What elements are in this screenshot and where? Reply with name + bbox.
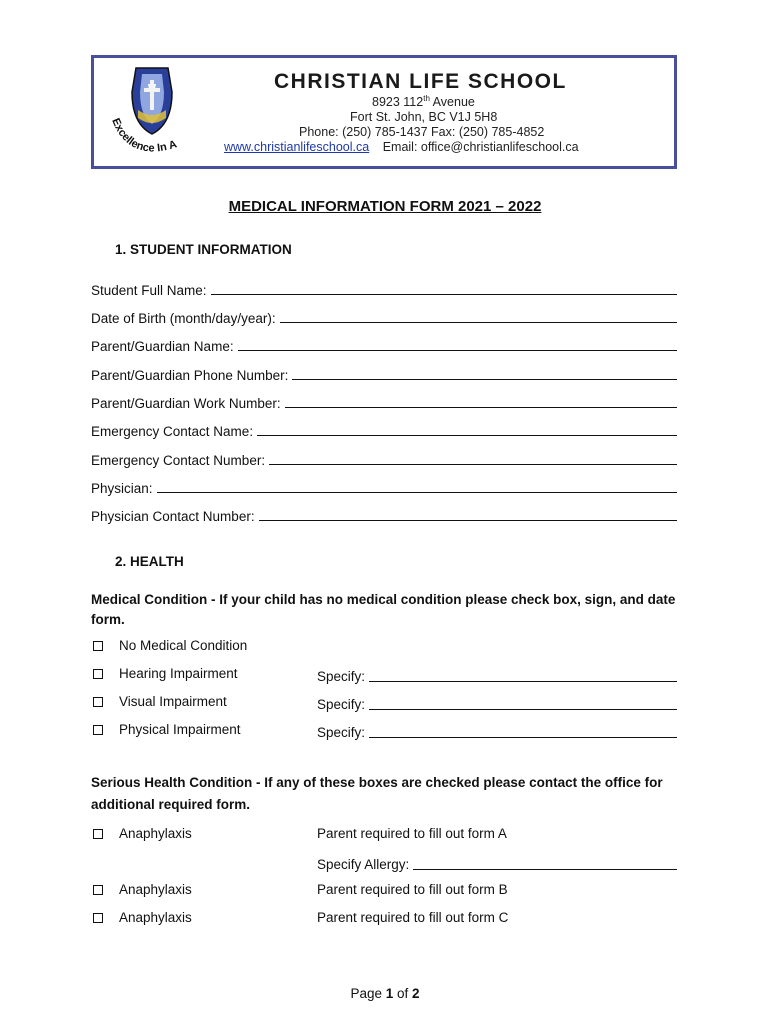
fill-line[interactable] (369, 723, 677, 738)
fill-line[interactable] (259, 506, 677, 521)
option-hearing-impairment[interactable] (91, 666, 677, 686)
section-1-heading: 1. STUDENT INFORMATION (115, 242, 292, 257)
option-no-medical-condition[interactable] (91, 638, 677, 658)
option-label: No Medical Condition (119, 638, 248, 653)
address-line-2: Fort St. John, BC V1J 5H8 (350, 110, 498, 124)
field-label: Emergency Contact Name: (91, 424, 254, 439)
option-label: Anaphylaxis (119, 826, 192, 841)
option-label: Visual Impairment (119, 694, 227, 709)
form-title: MEDICAL INFORMATION FORM 2021 – 2022 (228, 198, 542, 215)
specify-field[interactable] (317, 694, 677, 712)
option-physical-impairment[interactable] (91, 722, 677, 742)
form-note: Parent required to fill out form B (317, 882, 508, 897)
fill-line[interactable] (238, 336, 677, 351)
fill-line[interactable] (413, 855, 677, 870)
option-anaphylaxis-b[interactable] (91, 882, 677, 902)
address-line-1: 8923 112th Avenue (372, 94, 475, 110)
field-label: Parent/Guardian Work Number: (91, 396, 281, 411)
fill-line[interactable] (285, 393, 677, 408)
fill-line[interactable] (369, 695, 677, 710)
option-label: Anaphylaxis (119, 910, 192, 925)
motto-text: Excellence In A (109, 116, 179, 155)
fill-line[interactable] (292, 365, 677, 380)
field-parent-guardian-phone[interactable] (91, 363, 677, 383)
school-crest-logo (98, 62, 216, 166)
page-number: Page 1 of 2 (350, 986, 420, 1001)
school-name: CHRISTIAN LIFE SCHOOL (274, 70, 567, 93)
field-student-full-name[interactable] (91, 278, 677, 298)
email-text: Email: office@christianlifeschool.ca (382, 140, 579, 154)
fill-line[interactable] (280, 308, 677, 323)
specify-label: Specify: (317, 697, 366, 712)
serious-condition-intro: Serious Health Condition - If any of these boxes are checked please contact the office for additional required form. (91, 775, 663, 812)
checkbox[interactable] (93, 725, 103, 735)
field-label: Physician Contact Number: (91, 509, 255, 524)
option-anaphylaxis-a[interactable] (91, 826, 677, 846)
fill-line[interactable] (211, 280, 677, 295)
form-note: Parent required to fill out form C (317, 910, 509, 925)
website-link[interactable]: www.christianlifeschool.ca (224, 140, 370, 154)
fill-line[interactable] (157, 478, 677, 493)
phone-fax: Phone: (250) 785-1437 Fax: (250) 785-4852 (299, 125, 545, 139)
checkbox[interactable] (93, 669, 103, 679)
specify-allergy-row[interactable] (91, 854, 677, 874)
checkbox[interactable] (93, 913, 103, 923)
option-label: Anaphylaxis (119, 882, 192, 897)
section-2-heading: 2. HEALTH (115, 554, 184, 569)
checkbox[interactable] (93, 829, 103, 839)
field-label: Parent/Guardian Name: (91, 339, 234, 354)
field-parent-guardian-work[interactable] (91, 391, 677, 411)
field-parent-guardian-name[interactable] (91, 334, 677, 354)
contact-line (224, 140, 579, 154)
specify-label: Specify: (317, 725, 366, 740)
field-physician-contact-number[interactable] (91, 504, 677, 524)
option-label: Physical Impairment (119, 722, 241, 737)
option-label: Hearing Impairment (119, 666, 238, 681)
field-label: Physician: (91, 481, 153, 496)
option-visual-impairment[interactable] (91, 694, 677, 714)
field-label: Student Full Name: (91, 283, 207, 298)
field-label: Parent/Guardian Phone Number: (91, 368, 289, 383)
field-label: Date of Birth (month/day/year): (91, 311, 276, 326)
fill-line[interactable] (369, 667, 677, 682)
fill-line[interactable] (269, 450, 677, 465)
fill-line[interactable] (257, 421, 677, 436)
field-date-of-birth[interactable] (91, 306, 677, 326)
checkbox[interactable] (93, 885, 103, 895)
checkbox[interactable] (93, 641, 103, 651)
specify-label: Specify: (317, 669, 366, 684)
specify-field[interactable] (317, 666, 677, 684)
field-physician[interactable] (91, 476, 677, 496)
specify-field[interactable] (317, 722, 677, 740)
letterhead (91, 55, 677, 169)
specify-allergy-label: Specify Allergy: (317, 857, 410, 872)
checkbox[interactable] (93, 697, 103, 707)
specify-allergy-field[interactable] (317, 854, 677, 872)
form-note: Parent required to fill out form A (317, 826, 507, 841)
option-anaphylaxis-c[interactable] (91, 910, 677, 930)
field-emergency-contact-number[interactable] (91, 448, 677, 468)
field-emergency-contact-name[interactable] (91, 419, 677, 439)
field-label: Emergency Contact Number: (91, 453, 266, 468)
medical-condition-intro: Medical Condition - If your child has no medical condition please check box, sign, and date form. (91, 592, 676, 627)
